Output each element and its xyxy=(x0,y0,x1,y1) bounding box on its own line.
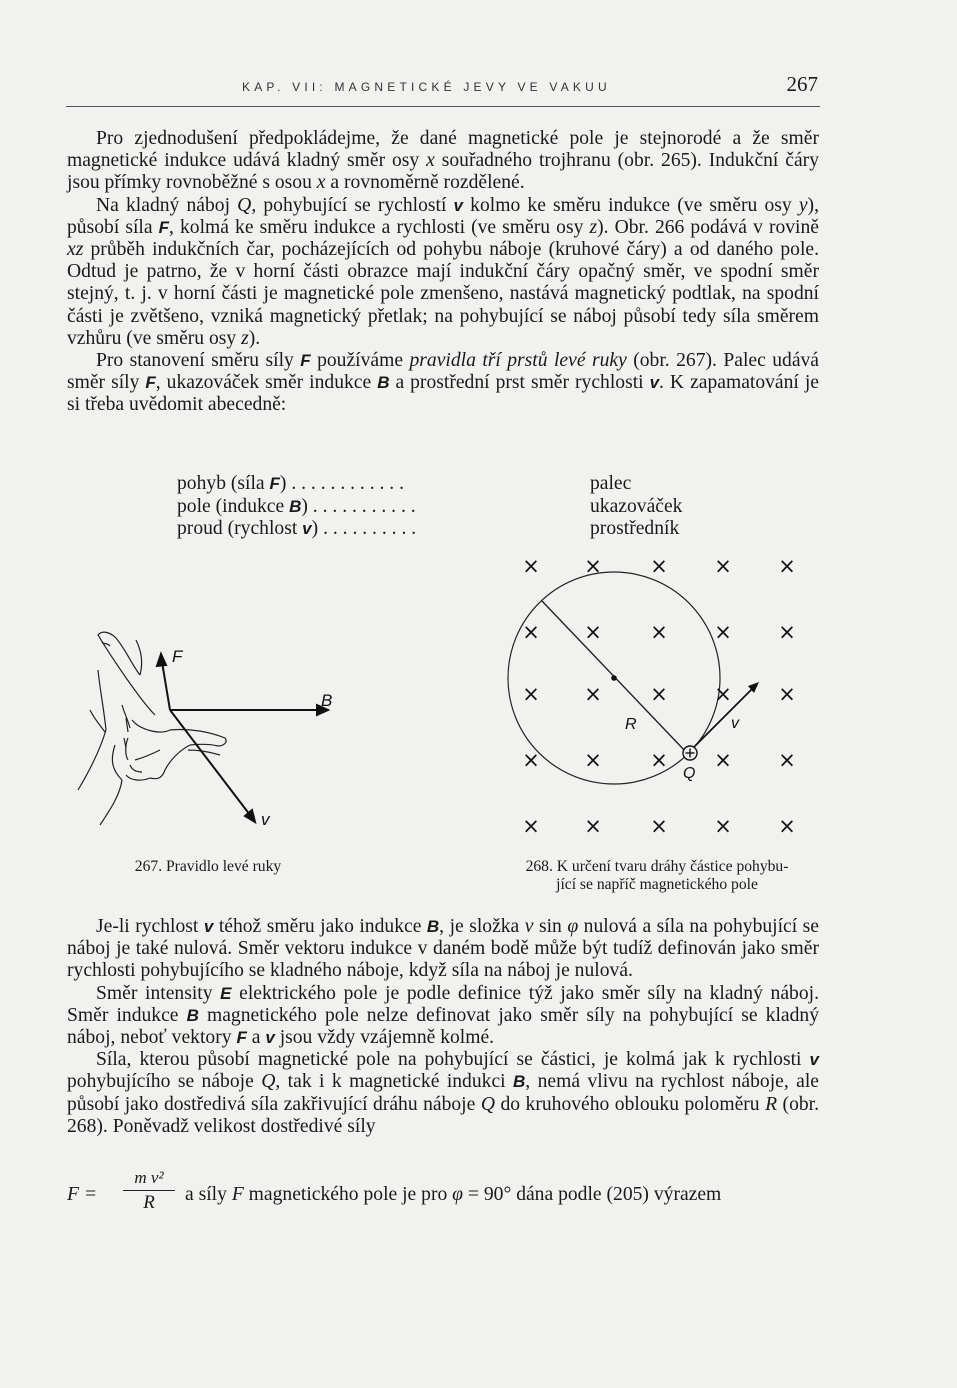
mnemonic-list xyxy=(177,473,683,541)
formula-lhs: F = xyxy=(67,1184,98,1205)
field-cross-icon: × xyxy=(584,620,602,644)
label-v: v xyxy=(731,715,739,732)
field-cross-icon: × xyxy=(522,814,540,838)
caption-line: jící se napříč magnetického pole xyxy=(556,876,758,893)
field-cross-icon: × xyxy=(714,748,732,772)
math-symbol: z xyxy=(589,216,598,238)
paragraph-moving-charge: Na kladný náboj Q, pohybující se rychlostí v kolmo ke směru indukce (ve směru osy y), působí síla F, kolmá ke směru indukce a rychlosti (ve směru osy z). Obr. 266 podává v rovině xz průběh indukčních čar, pocházejících od pohybu náboje (kruhové čáry) a od daného pole. Odtud je patrno, že v horní části obrazce mají indukční čáry opačný směr, ve spodní směr stejný, t. j. v horní části je magnetické pole zmenšeno, nastává magnetický podtlak, na spodní části je zvětšeno, vzniká magnetický přetlak; na pohybující se náboj působí tedy síla směrem vzhůru (ve směru osy z). xyxy=(67,194,819,349)
paragraph-zero-force: Je-li rychlost v téhož směru jako indukce B, je složka v sin φ nulová a síla na pohybující se náboj je také nulová. Směr vektoru indukce v daném bodě může být tudíž definován jako směr rychlosti pohybujícího se kladného náboje, když síla na náboj je nulová. xyxy=(67,916,820,982)
mnemonic-row xyxy=(177,473,632,496)
text-block-top xyxy=(67,128,819,417)
field-cross-icon: × xyxy=(522,620,540,644)
field-cross-icon: × xyxy=(778,748,796,772)
label-F: F xyxy=(172,647,183,666)
field-cross-icon: × xyxy=(714,682,732,706)
caption-figure-268 xyxy=(490,858,824,894)
math-symbol: R xyxy=(765,1093,778,1115)
caption-line: 268. K určení tvaru dráhy částice pohybu- xyxy=(525,858,789,875)
vector-symbol: F xyxy=(236,1028,247,1048)
mnemonic-row xyxy=(177,495,683,519)
mnemonic-term: proud (rychlost v) . . . . . . . . . . xyxy=(177,518,417,539)
math-symbol: φ xyxy=(567,916,579,937)
math-symbol: Q xyxy=(261,1071,276,1093)
vector-symbol: F xyxy=(145,373,156,393)
field-cross-icon: × xyxy=(714,554,732,578)
figure-left-hand-rule xyxy=(70,620,360,845)
figure-particle-path xyxy=(495,548,825,848)
field-cross-icon: × xyxy=(714,814,732,838)
vector-symbol: v xyxy=(265,1028,275,1048)
field-cross-icon: × xyxy=(650,554,668,578)
force-vector xyxy=(162,662,170,710)
field-cross-icon: × xyxy=(778,814,796,838)
label-B: B xyxy=(321,691,333,710)
math-symbol: v xyxy=(524,916,534,937)
math-symbol: Q xyxy=(237,194,252,216)
page-number: 267 xyxy=(786,72,818,96)
field-cross-icon: × xyxy=(522,748,540,772)
vector-symbol: F xyxy=(158,217,170,237)
field-cross-icon: × xyxy=(778,620,796,644)
field-cross-icon: × xyxy=(584,814,602,838)
center-point xyxy=(611,675,617,681)
field-cross-icon: × xyxy=(778,682,796,706)
fraction-bar xyxy=(123,1190,175,1191)
math-symbol: x xyxy=(316,172,326,194)
page-header xyxy=(66,72,820,107)
fraction-numerator: m v² xyxy=(134,1168,164,1187)
field-cross-icon: × xyxy=(584,682,602,706)
caption-figure-267: 267. Pravidlo levé ruky xyxy=(134,858,282,875)
vector-symbol: B xyxy=(426,917,440,936)
paragraph-field-direction: Směr intensity E elektrického pole je podle definice týž jako směr síly na kladný náboj. Směr indukce B magnetického pole nelze definovat jako směr síly na pohybující se kladný náboj, neboť vektory F a v jsou vždy vzájemně kolmé. xyxy=(67,982,819,1049)
vector-symbol: F xyxy=(269,474,280,493)
field-cross-icon: × xyxy=(650,682,668,706)
vector-symbol: B xyxy=(186,1005,199,1025)
field-cross-icon: × xyxy=(584,748,602,772)
field-cross-icon: × xyxy=(650,748,668,772)
vector-symbol: v xyxy=(453,195,464,215)
vector-symbol: B xyxy=(513,1072,526,1092)
field-crosses xyxy=(522,554,796,838)
math-symbol: Q xyxy=(480,1093,495,1115)
mnemonic-finger: ukazováček xyxy=(590,495,683,517)
field-cross-icon: × xyxy=(584,554,602,578)
mnemonic-term: pohyb (síla F) . . . . . . . . . . . . xyxy=(177,473,404,494)
force-arrowhead xyxy=(157,654,166,666)
field-cross-icon: × xyxy=(714,620,732,644)
formula-text: a síly F magnetického pole je pro φ = 90° dána podle (205) výrazem xyxy=(185,1184,722,1205)
mnemonic-row xyxy=(177,518,680,541)
field-cross-icon: × xyxy=(522,554,540,578)
math-symbol: y xyxy=(798,194,808,216)
math-symbol: x xyxy=(426,150,435,172)
field-cross-icon: × xyxy=(650,814,668,838)
vector-symbol: v xyxy=(649,373,660,393)
field-cross-icon: × xyxy=(522,682,540,706)
running-head: KAP. VII: MAGNETICKÉ JEVY VE VAKUU xyxy=(242,80,611,94)
paragraph-uniform-field: Pro zjednodušení předpokládejme, že dané magnetické pole je stejnorodé a že směr magnetické indukce udává kladný směr osy x souřadného trojhranu (obr. 265). Indukční čáry jsou přímky rovnoběžné s osou x a rovnoměrně rozdělené. xyxy=(67,128,819,194)
mnemonic-term: pole (indukce B) . . . . . . . . . . . xyxy=(177,495,416,517)
velocity-vector xyxy=(170,710,250,815)
label-Q: Q xyxy=(683,765,696,782)
math-symbol: z xyxy=(241,327,249,349)
vector-symbol: E xyxy=(220,983,232,1003)
label-v: v xyxy=(261,810,270,829)
mnemonic-finger: palec xyxy=(590,473,632,494)
vector-symbol: B xyxy=(377,373,390,393)
vector-symbol: B xyxy=(289,496,302,516)
text-block-bottom xyxy=(67,916,819,1138)
paragraph-left-hand-rule: Pro stanovení směru síly F používáme pravidla tří prstů levé ruky (obr. 267). Palec udává směr síly F, ukazováček směr indukce B a prostřední prst směr rychlosti v. K zapamatování je si třeba uvědomit abecedně: xyxy=(67,350,820,416)
field-cross-icon: × xyxy=(650,620,668,644)
fraction xyxy=(119,1168,179,1213)
formula-line xyxy=(67,1168,827,1228)
vector-symbol: v xyxy=(302,519,312,538)
math-symbol: xz xyxy=(67,239,84,261)
field-cross-icon: × xyxy=(778,554,796,578)
mnemonic-finger: prostředník xyxy=(590,518,680,539)
fraction-denominator: R xyxy=(143,1192,155,1213)
math-symbol: pravidla tří prstů levé ruky xyxy=(409,350,627,372)
hand-drawing xyxy=(78,632,226,825)
label-R: R xyxy=(625,716,637,733)
math-symbol: φ xyxy=(452,1184,464,1205)
math-symbol: F xyxy=(231,1184,244,1205)
vector-symbol: v xyxy=(203,917,214,936)
vector-symbol: F xyxy=(300,351,311,371)
vector-symbol: v xyxy=(809,1050,819,1070)
paragraph-centripetal-force: Síla, kterou působí magnetické pole na pohybující se částici, je kolmá jak k rychlosti v pohybujícího se náboje Q, tak i k magnetické indukci B, nemá vlivu na rychlost náboje, ale působí jako dostředivá síla zakřivující dráhu náboje Q do kruhového oblouku poloměru R (obr. 268). Poněvadž velikost dostředivé síly xyxy=(67,1049,820,1137)
vector-arrows xyxy=(157,654,328,822)
